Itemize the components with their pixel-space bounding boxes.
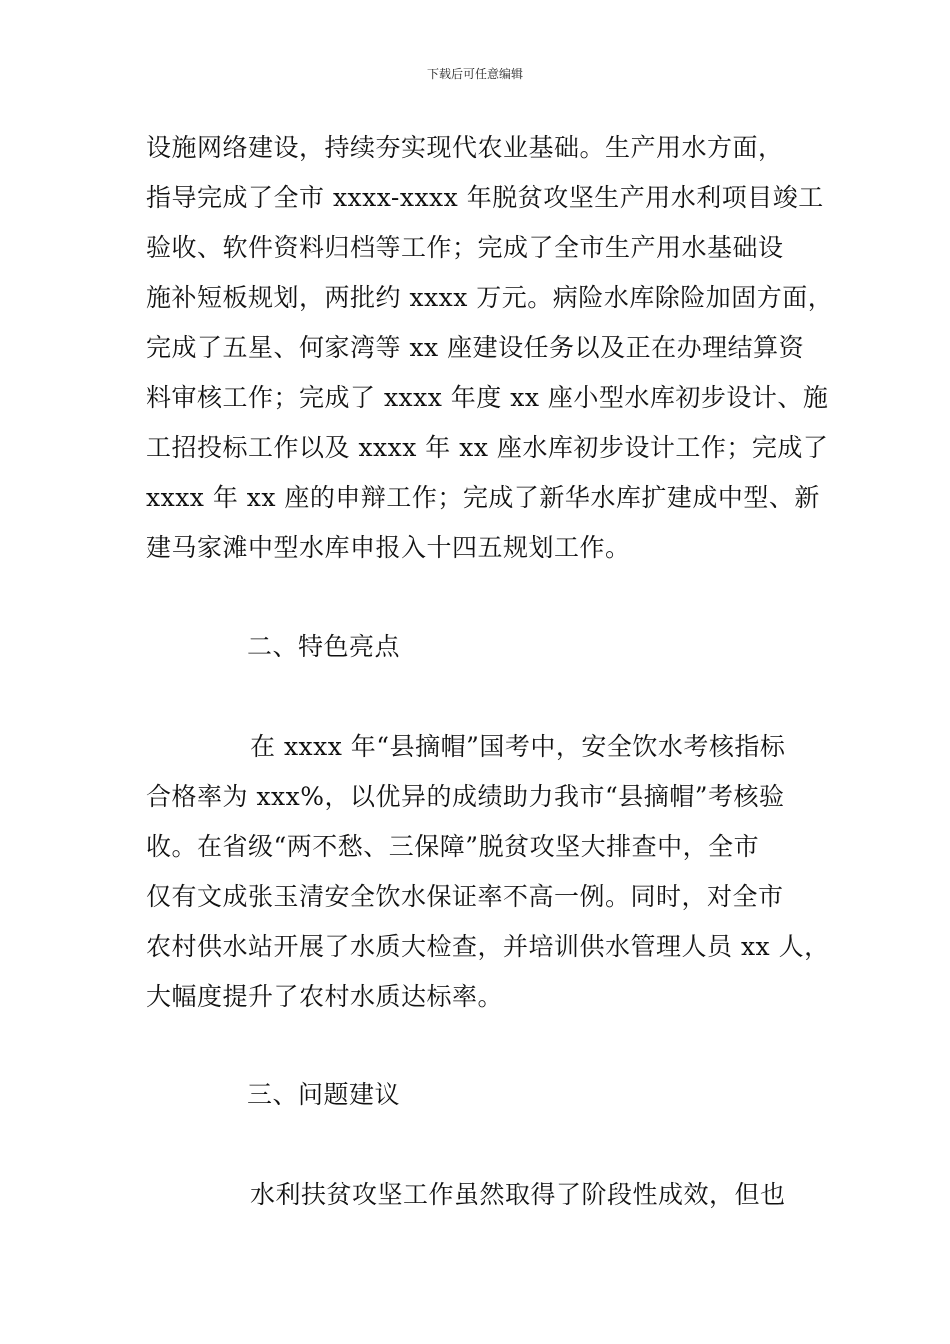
paragraph-line: 收。在省级“两不愁、三保障”脱贫攻坚大排查中，全市	[146, 832, 760, 861]
page-header-note: 下载后可任意编辑	[426, 67, 523, 81]
paragraph-line: 建马家滩中型水库申报入十四五规划工作。	[146, 533, 631, 562]
paragraph-line: 指导完成了全市 xxxx-xxxx 年脱贫攻坚生产用水利项目竣工	[146, 183, 824, 212]
paragraph-line: 农村供水站开展了水质大检查，并培训供水管理人员 xx 人，	[146, 932, 830, 961]
paragraph-line: 合格率为 xxx%，以优异的成绩助力我市“县摘帽”考核验	[146, 782, 785, 811]
paragraph-line: 水利扶贫攻坚工作虽然取得了阶段性成效，但也	[250, 1180, 786, 1209]
paragraph-line: 大幅度提升了农村水质达标率。	[146, 982, 504, 1011]
paragraph-line: 完成了五星、何家湾等 xx 座建设任务以及正在办理结算资	[146, 333, 805, 362]
section-heading-features: 二、特色亮点	[247, 632, 401, 661]
paragraph-line: 仅有文成张玉清安全饮水保证率不高一例。同时，对全市	[146, 882, 784, 911]
paragraph-line: 在 xxxx 年“县摘帽”国考中，安全饮水考核指标	[250, 732, 786, 761]
paragraph-line: 验收、软件资料归档等工作；完成了全市生产用水基础设	[146, 233, 784, 262]
paragraph-line: 设施网络建设，持续夯实现代农业基础。生产用水方面，	[146, 133, 784, 162]
section-heading-issues: 三、问题建议	[247, 1080, 401, 1109]
paragraph-line: xxxx 年 xx 座的申辩工作；完成了新华水库扩建成中型、新	[146, 483, 820, 512]
paragraph-line: 工招投标工作以及 xxxx 年 xx 座水库初步设计工作；完成了	[146, 433, 829, 462]
paragraph-line: 料审核工作；完成了 xxxx 年度 xx 座小型水库初步设计、施	[146, 383, 829, 412]
paragraph-line: 施补短板规划，两批约 xxxx 万元。病险水库除险加固方面，	[146, 283, 834, 312]
